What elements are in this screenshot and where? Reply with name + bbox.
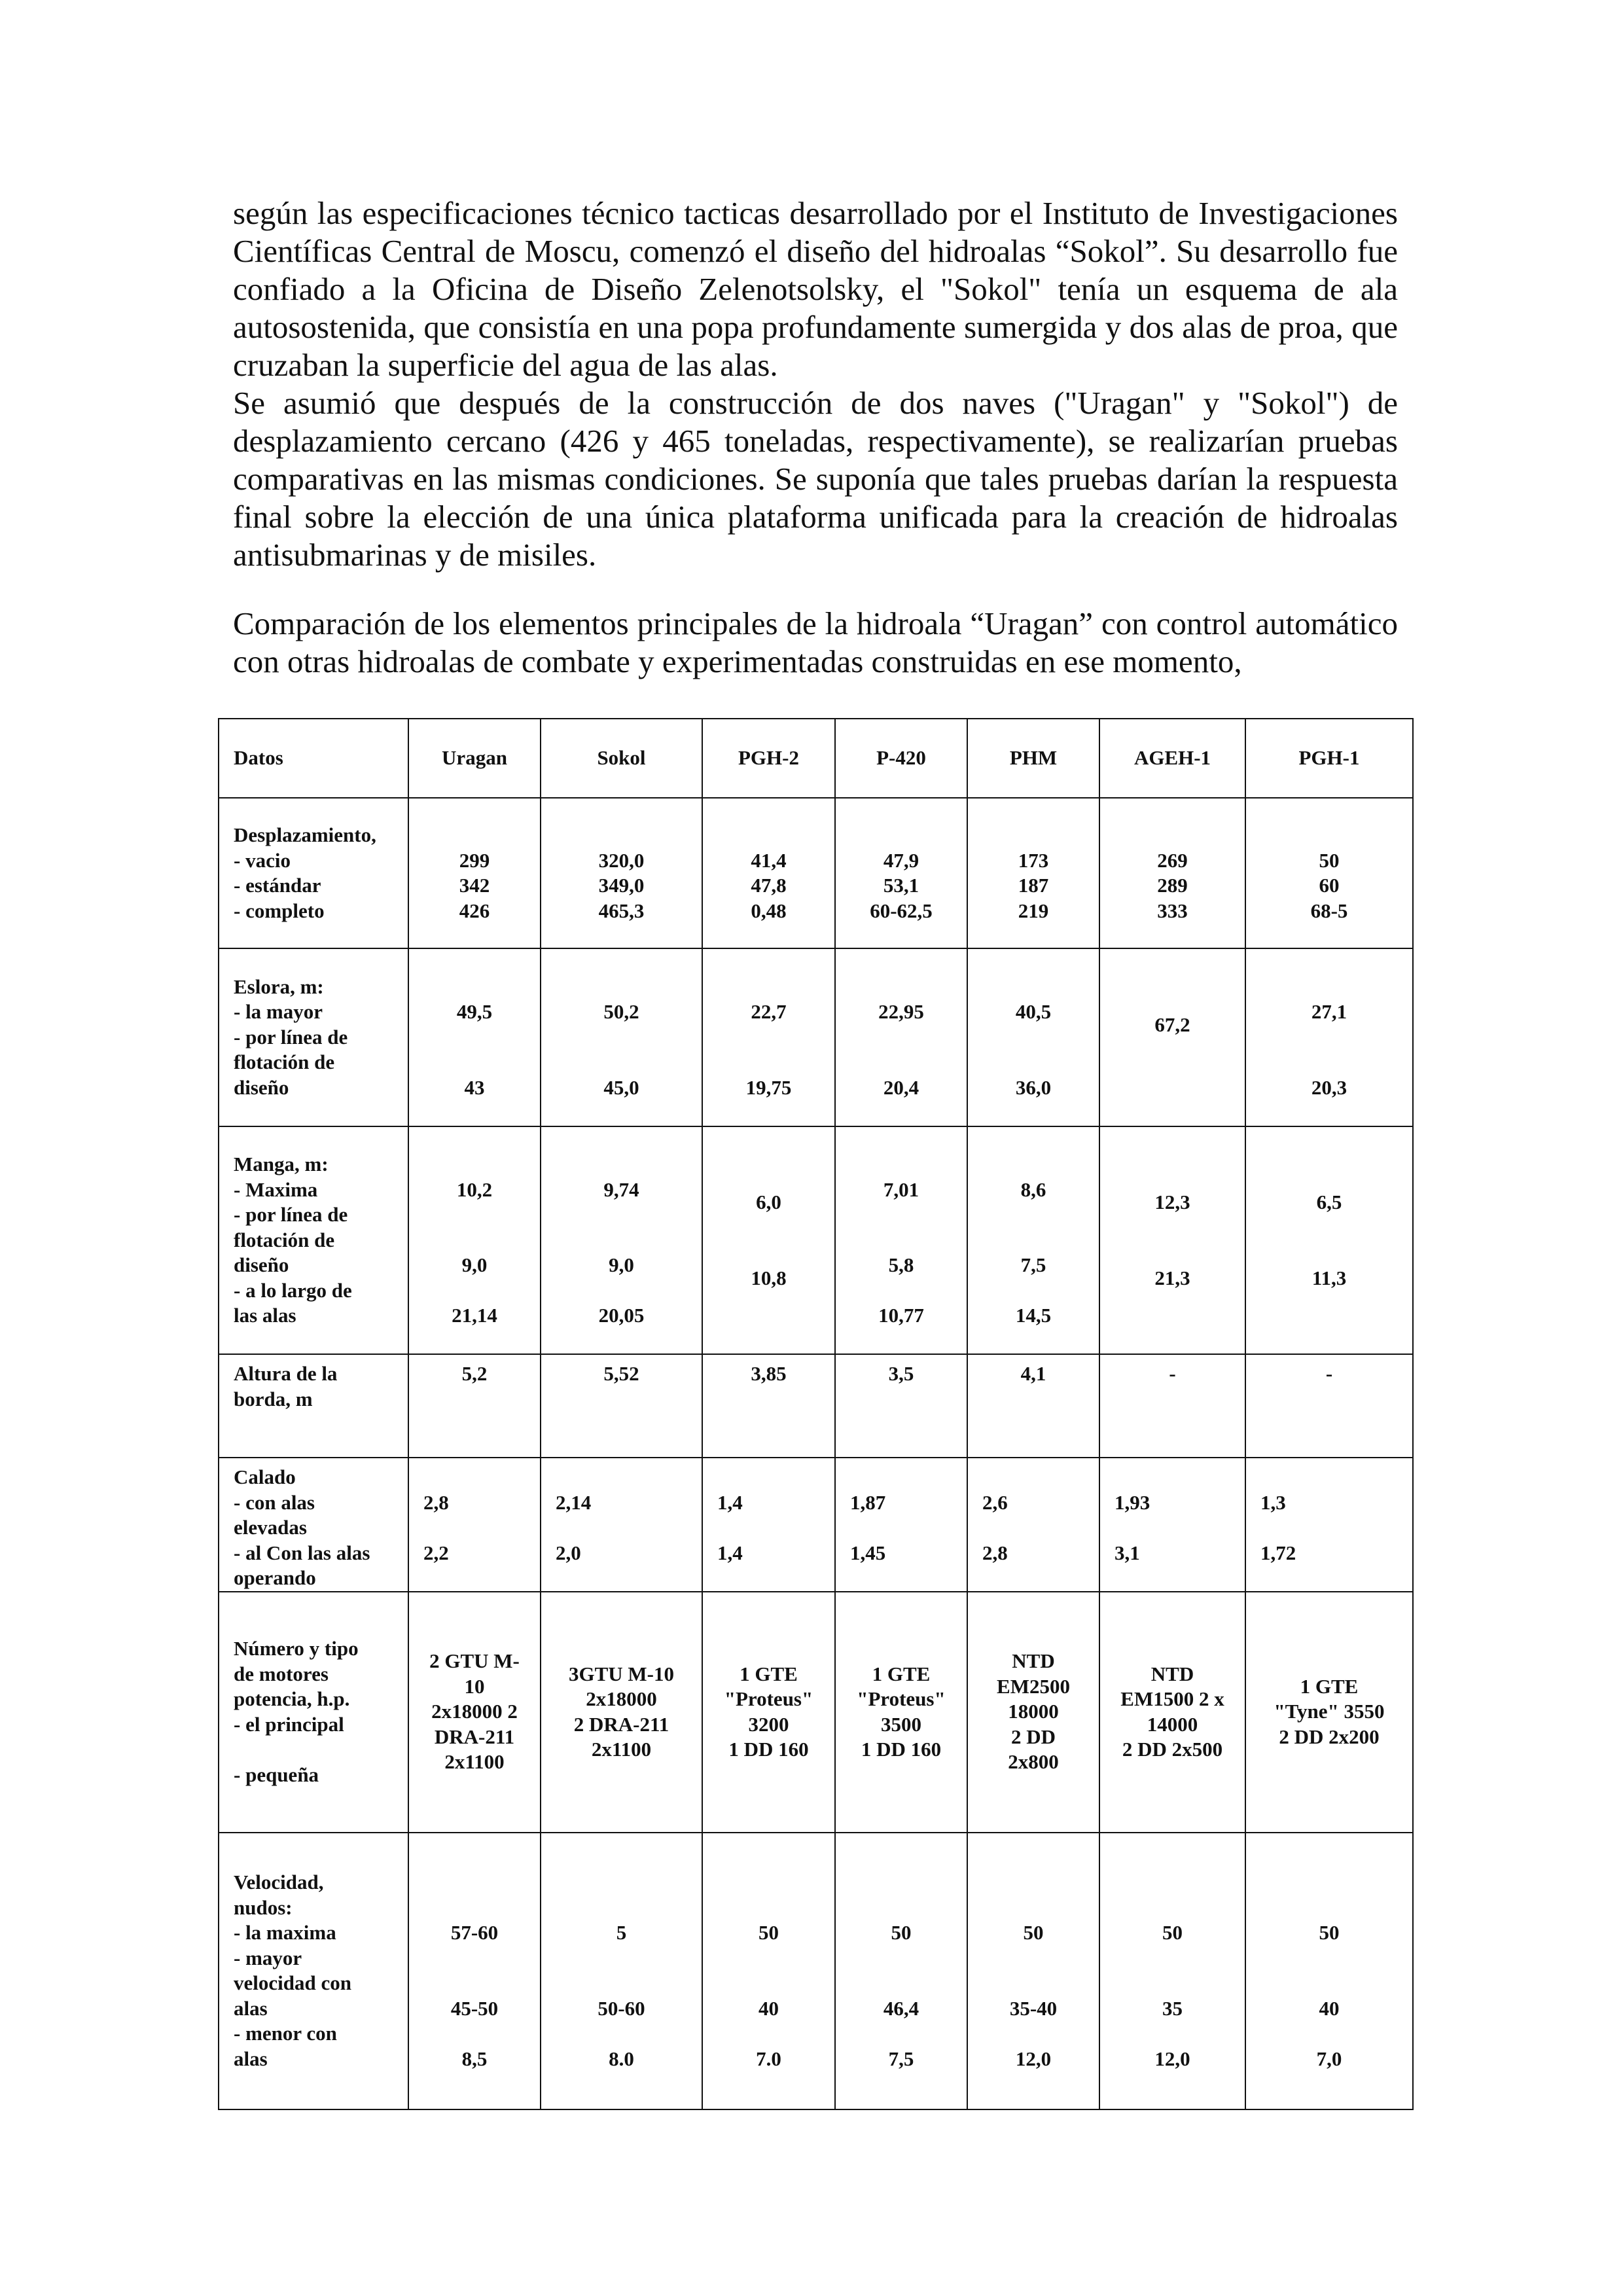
value-cell: 1 GTE "Proteus" 3500 1 DD 160 xyxy=(835,1592,967,1833)
value-cell: 40,5 36,0 xyxy=(967,948,1099,1126)
value-cell: 5,2 xyxy=(408,1354,541,1458)
table-row xyxy=(219,1833,1413,2109)
table-header-row xyxy=(219,719,1413,798)
header-cell: Sokol xyxy=(541,719,702,798)
value-cell: 1 GTE "Tyne" 3550 2 DD 2x200 xyxy=(1245,1592,1413,1833)
value-cell: 50 46,4 7,5 xyxy=(835,1833,967,2109)
value-cell: 1,87 1,45 xyxy=(835,1458,967,1592)
row-label: Número y tipo de motores potencia, h.p. - el principal - pequeña xyxy=(219,1592,408,1833)
header-cell: Datos xyxy=(219,719,408,798)
value-cell: 3GTU M-10 2x18000 2 DRA-211 2x1100 xyxy=(541,1592,702,1833)
value-cell: 41,4 47,8 0,48 xyxy=(702,798,835,948)
value-cell: - xyxy=(1099,1354,1245,1458)
value-cell: 2 GTU M- 10 2x18000 2 DRA-211 2x1100 xyxy=(408,1592,541,1833)
value-cell: 67,2 xyxy=(1099,948,1245,1126)
header-cell: AGEH-1 xyxy=(1099,719,1245,798)
value-cell: 1,93 3,1 xyxy=(1099,1458,1245,1592)
paragraph-sokol-design: según las especificaciones técnico tacticas desarrollado por el Instituto de Investigaciones Científicas Central de Moscu, comenzó el diseño del hidroalas “Sokol”. Su desarrollo fue confiado a la Oficina de Diseño Zelenotsolsky, el "Sokol" tenía un esquema de ala autosostenida, que consistía en una popa profundamente sumergida y dos alas de proa, que cruzaban la superficie del agua de las alas. xyxy=(233,195,1398,383)
value-cell: 2,8 2,2 xyxy=(408,1458,541,1592)
value-cell: 50 40 7,0 xyxy=(1245,1833,1413,2109)
value-cell: NTD EM1500 2 x 14000 2 DD 2x500 xyxy=(1099,1592,1245,1833)
row-label: Manga, m: - Maxima - por línea de flotación de diseño - a lo largo de las alas xyxy=(219,1126,408,1354)
value-cell: 22,7 19,75 xyxy=(702,948,835,1126)
value-cell: 8,6 7,5 14,5 xyxy=(967,1126,1099,1354)
value-cell: 7,01 5,8 10,77 xyxy=(835,1126,967,1354)
row-label: Altura de la borda, m xyxy=(219,1354,408,1458)
value-cell: 50 60 68-5 xyxy=(1245,798,1413,948)
table-row xyxy=(219,1354,1413,1458)
value-cell: 2,14 2,0 xyxy=(541,1458,702,1592)
value-cell: 5,52 xyxy=(541,1354,702,1458)
row-label: Eslora, m: - la mayor - por línea de flotación de diseño xyxy=(219,948,408,1126)
table-row xyxy=(219,1592,1413,1833)
value-cell: 299 342 426 xyxy=(408,798,541,948)
value-cell: 50 35-40 12,0 xyxy=(967,1833,1099,2109)
table-row xyxy=(219,1126,1413,1354)
row-label: Calado - con alas elevadas - al Con las alas operando xyxy=(219,1458,408,1592)
value-cell: 50,2 45,0 xyxy=(541,948,702,1126)
value-cell: 6,0 10,8 xyxy=(702,1126,835,1354)
value-cell: 3,5 xyxy=(835,1354,967,1458)
value-cell: - xyxy=(1245,1354,1413,1458)
value-cell: 49,5 43 xyxy=(408,948,541,1126)
header-cell: PHM xyxy=(967,719,1099,798)
body-text xyxy=(233,194,1398,681)
value-cell: 1 GTE "Proteus" 3200 1 DD 160 xyxy=(702,1592,835,1833)
table-row xyxy=(219,798,1413,948)
value-cell: 22,95 20,4 xyxy=(835,948,967,1126)
value-cell: 57-60 45-50 8,5 xyxy=(408,1833,541,2109)
value-cell: 5 50-60 8.0 xyxy=(541,1833,702,2109)
value-cell: 10,2 9,0 21,14 xyxy=(408,1126,541,1354)
value-cell: 1,3 1,72 xyxy=(1245,1458,1413,1592)
value-cell: 27,1 20,3 xyxy=(1245,948,1413,1126)
row-label: Desplazamiento, - vacio - estándar - completo xyxy=(219,798,408,948)
value-cell: NTD EM2500 18000 2 DD 2x800 xyxy=(967,1592,1099,1833)
header-cell: Uragan xyxy=(408,719,541,798)
value-cell: 320,0 349,0 465,3 xyxy=(541,798,702,948)
header-cell: P-420 xyxy=(835,719,967,798)
value-cell: 3,85 xyxy=(702,1354,835,1458)
header-cell: PGH-2 xyxy=(702,719,835,798)
hydrofoil-comparison-table xyxy=(218,718,1414,2110)
value-cell: 269 289 333 xyxy=(1099,798,1245,948)
value-cell: 173 187 219 xyxy=(967,798,1099,948)
row-label: Velocidad, nudos: - la maxima - mayor velocidad con alas - menor con alas xyxy=(219,1833,408,2109)
value-cell: 1,4 1,4 xyxy=(702,1458,835,1592)
table-row xyxy=(219,1458,1413,1592)
value-cell: 50 35 12,0 xyxy=(1099,1833,1245,2109)
table-row xyxy=(219,948,1413,1126)
value-cell: 12,3 21,3 xyxy=(1099,1126,1245,1354)
paragraph-table-intro: Comparación de los elementos principales de la hidroala “Uragan” con control automático con otras hidroalas de combate y experimentadas construidas en ese momento, xyxy=(233,605,1398,679)
value-cell: 9,74 9,0 20,05 xyxy=(541,1126,702,1354)
value-cell: 4,1 xyxy=(967,1354,1099,1458)
paragraph-comparative-trials: Se asumió que después de la construcción de dos naves ("Uragan" y "Sokol") de desplazamiento cercano (426 y 465 toneladas, respectivamente), se realizarían pruebas comparativas en las mismas condiciones. Se suponía que tales pruebas darían la respuesta final sobre la elección de una única plataforma unificada para la creación de hidroalas antisubmarinas y de misiles. xyxy=(233,385,1398,573)
value-cell: 6,5 11,3 xyxy=(1245,1126,1413,1354)
header-cell: PGH-1 xyxy=(1245,719,1413,798)
value-cell: 50 40 7.0 xyxy=(702,1833,835,2109)
value-cell: 47,9 53,1 60-62,5 xyxy=(835,798,967,948)
value-cell: 2,6 2,8 xyxy=(967,1458,1099,1592)
